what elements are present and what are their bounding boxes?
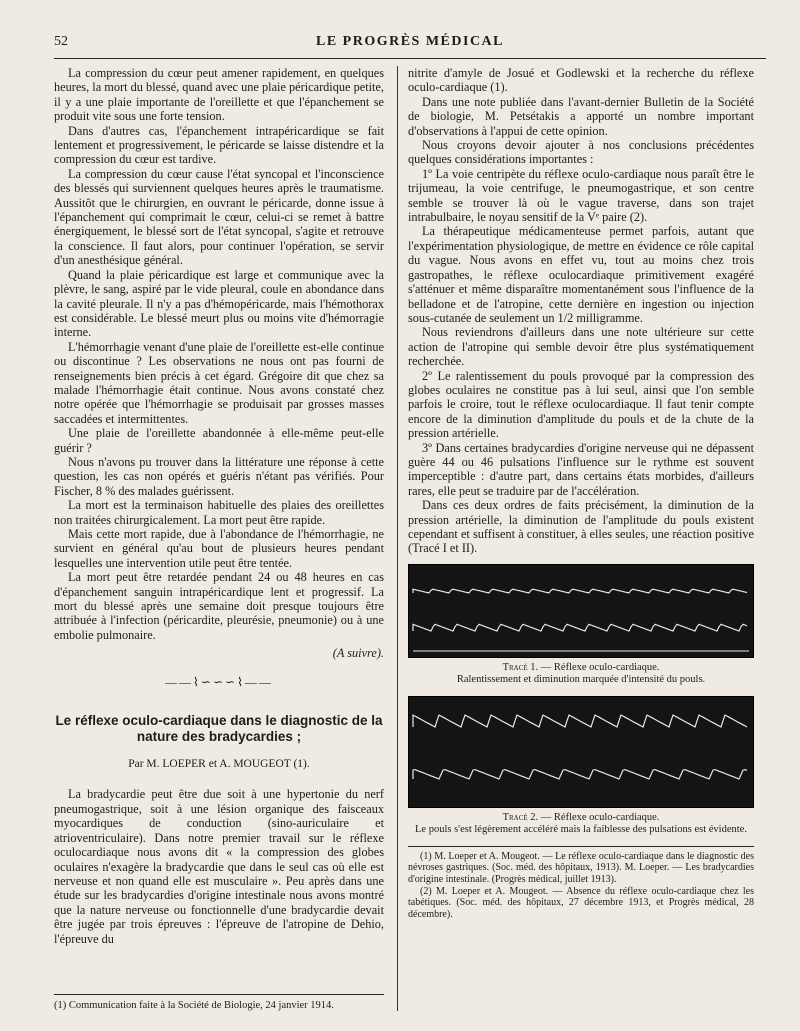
footnotes-right [408,846,754,920]
column-divider [397,66,398,1011]
paragraph: La compression du cœur peut amener rapidement, en quelques heures, la mort du blessé, quand avec une plaie péricardique petite, il y a une plaie importante de l'oreillette et que l'épanchement se produit vite sous une forte tension. [54,66,384,124]
figure-1-caption [408,662,754,686]
paragraph: La mort peut être retardée pendant 24 ou 48 heures en cas d'épanchement sanguin intrapéricardique lent et progressif. La mort du blessé après une semaine doit presque toujours être attribuée à l'infection (péricardite, pleurésie, pneumonie) ou à une embolie pulmonaire. [54,570,384,642]
ornament-divider: ——⌇∽∽∽⌇—— [165,674,273,689]
header-rule [54,58,766,59]
paragraph: Mais cette mort rapide, due à l'abondance de l'hémorrhagie, ne survient en général qu'au bout de plusieurs heures pendant lesquelles une intervention utile peut être tentée. [54,527,384,570]
footnote: (1) Communication faite à la Société de Biologie, 24 janvier 1914. [54,994,384,1012]
article-title: Le réflexe oculo-cardiaque dans le diagnostic de la nature des bradycardies ; [55,713,383,745]
paragraph: nitrite d'amyle de Josué et Godlewski et la recherche du réflexe oculo-cardiaque (1). [408,66,754,95]
paragraph: La compression du cœur cause l'état syncopal et l'inconscience des blessés qui surviennent quelques heures après le traumatisme. Aussitôt que le chirurgien, en ouvrant le péricarde, donne issue à l'épanchement qui comprimait le cœur, celui-ci se remet à battre énergiquement, le blessé sort de l'état syncopal, s'agite et retrouve la conscience. Il faut alors, pour continuer l'opération, se servir d'un anesthésique général. [54,166,384,268]
paragraph: 3º Dans certaines bradycardies d'origine nerveuse qui ne dépassent guère 44 ou 46 pulsations l'influence sur le rythme est souvent imperceptible : d'autre part, dans certains états morbides, d'ailleurs rares, elle peut se traduire par de l'accélération. [408,440,754,498]
article-byline: Par M. LOEPER et A. MOUGEOT (1). [128,758,310,771]
paragraph: La bradycardie peut être due soit à une hypertonie du nerf pneumogastrique, soit à une lésion organique des faisceaux myocardiques de conduction (sino-auriculaire et atrioventriculaire). Dans notre premier travail sur le réflexe oculocardiaque nous avons dit « la compression des globes oculaires n'exagère la bradycardie que dans le seul cas où elle est nerveuse et non quand elle est musculaire ». Peu après dans une étude sur les bradycardies d'origine intestinale nous avons montré que la nature nerveuse ou fonctionnelle d'une bradycardie devait être jugée par trois épreuves : l'épreuve de l'atropine de Dehio, l'épreuve du [54,787,384,946]
trace-2-top-wave [413,715,747,727]
page-number: 52 [54,34,68,49]
running-header [54,34,766,54]
right-column [408,66,754,921]
pulse-tracing-figure-1 [408,564,754,658]
trace-1-svg [409,565,753,657]
paragraph: Nous croyons devoir ajouter à nos conclusions précédentes quelques considérations importantes : [408,138,754,167]
trace-1-pulse-wave [413,624,747,631]
a-suivre: (A suivre). [332,646,384,661]
figure-2-caption [408,812,754,836]
paragraph: Quand la plaie péricardique est large et communique avec la plèvre, le sang, aspiré par le vide pleural, coule en abondance dans la cavité pleurale. Il n'y a pas d'hémopéricarde, mais l'hémothorax est considérable. Le blessé meurt plus ou moins vite d'hémorragie interne. [54,267,384,340]
paragraph: La mort est la terminaison habituelle des plaies des oreillettes non traitées chirurgicalement. La mort peut être rapide. [54,498,384,527]
left-column [54,66,384,946]
trace-2-svg [409,697,753,807]
paragraph: Nous reviendrons d'ailleurs dans une note ultérieure sur cette action de l'atropine qui semble devoir être plus systématiquement recherchée. [408,325,754,369]
figure-1-label: Tracé 1. [502,661,539,673]
figure-2-caption-text: — Réflexe oculo-cardiaque. [538,811,660,823]
trace-1-top-wave [413,589,747,593]
figure-2-label: Tracé 2. [502,811,539,823]
paragraph: Dans une note publiée dans l'avant-dernier Bulletin de la Société de biologie, M. Petsétakis a apporté un nombre important d'observations à l'appui de cette opinion. [408,94,754,138]
paragraph: Une plaie de l'oreillette abandonnée à elle-même peut-elle guérir ? [54,426,384,455]
paragraph: Nous n'avons pu trouver dans la littérature une réponse à cette question, les cas non opérés et guéris n'étant pas vérifiés. Pour Fischer, 8 % des malades guérissent. [54,454,384,498]
paragraph: 2º Le ralentissement du pouls provoqué par la compression des globes oculaires ne constitue pas à lui seul, ainsi que l'on semble parfois le croire, tout le réflexe oculocardiaque. Il faut tenir compte encore de la diminution d'amplitude du pouls et de la chute de la pression artérielle. [408,368,754,441]
footnote: (1) M. Loeper et A. Mougeot. — Le réflexe oculo-cardiaque dans le diagnostic des névroses gastriques. (Soc. méd. des hôpitaux, 1913). M. Loeper. — Les bradycardies d'origine intestinale. (Progrès médical, juillet 1913). [408,850,754,885]
trace-2-pulse-wave [413,769,747,778]
journal-title: LE PROGRÈS MÉDICAL [315,34,505,49]
paragraph: Dans d'autres cas, l'épanchement intrapéricardique se fait lentement et progressivement, le péricarde se laisse distendre et la compression du cœur est tardive. [54,123,384,167]
paragraph: Dans ces deux ordres de faits précisément, la diminution de la pression artérielle, la diminution de l'amplitude du pouls existent cependant et suffisent à constituer, à elles seules, une réaction positive (Tracé I et II). [408,498,754,556]
figure-1-caption-text: — Réflexe oculo-cardiaque. [538,661,660,673]
figure-1-caption-line2: Ralentissement et diminution marquée d'intensité du pouls. [456,673,706,685]
footnote: (2) M. Loeper et A. Mougeot. — Absence du réflexe oculo-cardiaque chez les tabétiques. (Soc. méd. des hôpitaux, 27 décembre 1913, et Progrès médical, 28 décembre). [408,886,754,920]
paragraph: La thérapeutique médicamenteuse permet parfois, autant que l'expérimentation physiologique, de mettre en évidence ce rôle capital du vague. Nous avons en effet vu, tout au moins chez trois gastropathes, le réflexe oculocardiaque primitivement exagéré s'atténuer et même disparaître momentanément sous l'influence de la belladone et de l'atropine, cette dernière en ingestion ou injection sous-cutanée de seulement un 1/2 milligramme. [408,224,754,325]
figure-2-caption-line2: Le pouls s'est légèrement accéléré mais la faiblesse des pulsations est évidente. [415,823,747,835]
paragraph: 1º La voie centripète du réflexe oculo-cardiaque nous paraît être le trijumeau, la voie centrifuge, le pneumogastrique, et son centre semble se trouver là où le vague traverse, dans son trajet intrabulbaire, le noyau sensitif de la Vᵉ paire (2). [408,166,754,225]
paragraph: L'hémorrhagie venant d'une plaie de l'oreillette est-elle continue ou discontinue ? Les observations ne nous ont pas fourni de renseignements bien précis à cet égard. Grégoire dit que chez sa malade l'hémorrhagie était continue. Nous avons constaté chez notre opérée que l'hémorrhagie se produisait par grosses masses saccadées et intermittentes. [54,339,384,426]
pulse-tracing-figure-2 [408,696,754,808]
